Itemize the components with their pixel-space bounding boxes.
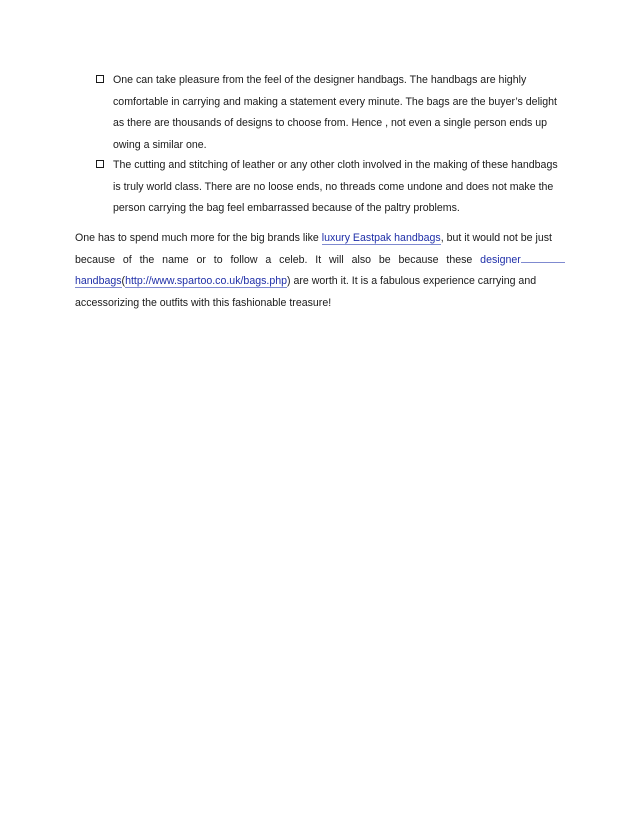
word: be: [378, 253, 391, 266]
designer-handbags-link[interactable]: designer: [480, 253, 521, 266]
text-line: person carrying the bag feel embarrassed because of the paltry problems.: [113, 202, 460, 214]
text-line: owing a similar one.: [113, 138, 207, 151]
text-line: The cutting and stitching of leather or any other cloth involved in the making of these handbags: [113, 159, 558, 171]
word: to: [213, 253, 223, 266]
word: because: [75, 253, 116, 266]
checkbox-bullet-icon: [96, 75, 104, 83]
designer-handbags-link-continued[interactable]: handbags: [75, 275, 122, 287]
word: because: [398, 253, 439, 266]
word: or: [196, 253, 206, 266]
link-underline: [521, 251, 565, 263]
text-line: as there are thousands of designs to choose from. Hence , not even a single person ends up: [113, 117, 548, 129]
paragraph-text: (: [121, 275, 126, 287]
word: celeb.: [279, 253, 308, 266]
word: will: [329, 253, 344, 266]
paragraph-line: [75, 271, 536, 293]
luxury-eastpak-link[interactable]: luxury Eastpak handbags: [321, 232, 441, 244]
word: a: [265, 253, 272, 266]
paragraph-line: accessorizing the outfits with this fashionable treasure!: [75, 296, 332, 309]
text-line: comfortable in carrying and making a statement every minute. The bags are the buyer’s delight: [113, 95, 558, 108]
word: also: [351, 253, 372, 266]
paragraph-text: One has to spend much more for the big brands like: [75, 232, 322, 244]
word: these: [446, 253, 473, 266]
word: It: [315, 253, 322, 266]
designer-link-start[interactable]: [480, 250, 565, 272]
word: of: [122, 253, 132, 266]
text-line: One can take pleasure from the feel of the designer handbags. The handbags are highly: [113, 74, 527, 86]
spartoo-url-link[interactable]: http://www.spartoo.co.uk/bags.php: [125, 275, 288, 287]
word: name: [162, 253, 189, 266]
text-line: is truly world class. There are no loose ends, no threads come undone and does not make the: [113, 180, 554, 193]
word: follow: [230, 253, 258, 266]
word: the: [139, 253, 155, 266]
paragraph-line: [75, 228, 552, 250]
checkbox-bullet-icon: [96, 160, 104, 168]
paragraph-text: ) are worth it. It is a fabulous experience carrying and: [287, 275, 537, 287]
paragraph-text: , but it would not be just: [440, 232, 553, 244]
paragraph-line-justified: [75, 250, 565, 272]
